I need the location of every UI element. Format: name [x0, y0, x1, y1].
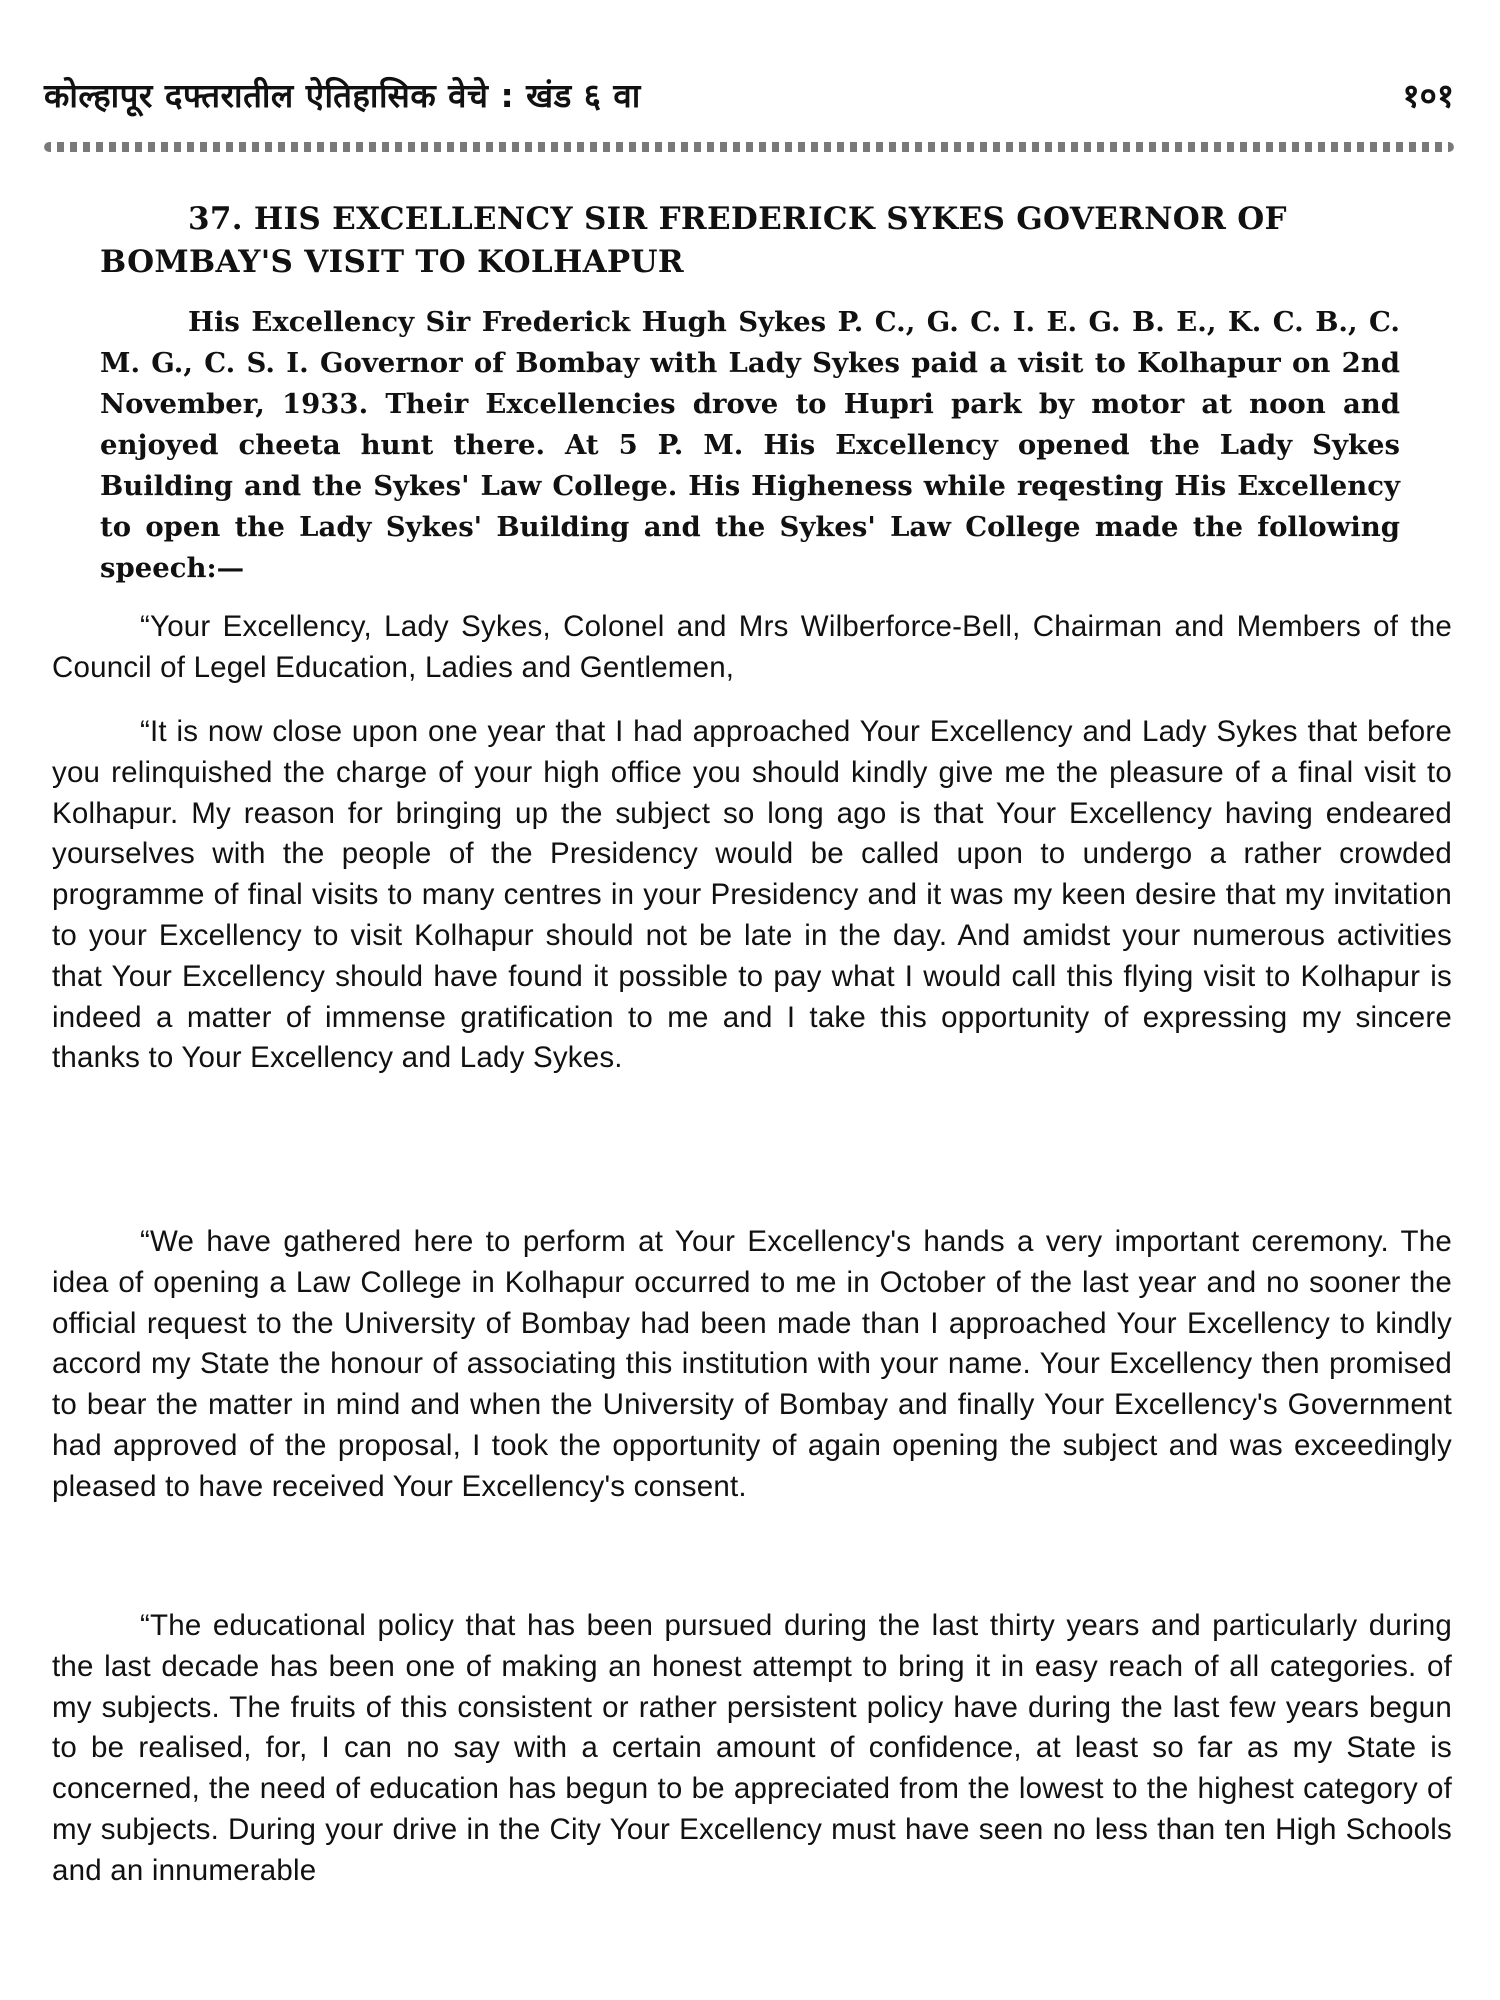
speech-paragraph: “The educational policy that has been pursued during the last thirty years and particularly during the last decade has been one of making an honest attempt to bring it in easy reach of all categories. of my subjects. The fruits of this consistent or rather persistent policy have during the last few years begun to be realised, for, I can no say with a certain amount of confidence, at least so far as my State is concerned, the need of education has begun to be appreciated from the lowest to the highest category of my subjects. During your drive in the City Your Excellency must have seen no less than ten High Schools and an innumerable — [52, 1609, 1452, 1887]
page-number: १०१ — [1402, 76, 1454, 115]
speech-paragraph: “Your Excellency, Lady Sykes, Colonel and Mrs Wilberforce-Bell, Chairman and Members of the Council of Legel Education, Ladies and Gentlemen, — [52, 610, 1452, 684]
header-divider — [44, 142, 1454, 152]
speech-paragraph: “It is now close upon one year that I had approached Your Excellency and Lady Sykes that before you relinquished the charge of your high office you should kindly give me the pleasure of a final visit to Kolhapur. My reason for bringing up the subject so long ago is that Your Excellency having endeared yourselves with the people of the Presidency would be called upon to undergo a rather crowded programme of final visits to many centres in your Presidency and it was my keen desire that my invitation to your Excellency to visit Kolhapur should not be late in the day. And amidst your numerous activities that Your Excellency should have found it possible to pay what I would call this flying visit to Kolhapur is indeed a matter of immense gratification to me and I take this opportunity of expressing my sincere thanks to Your Excellency and Lady Sykes. — [52, 715, 1452, 1075]
section-heading: 37. HIS EXCELLENCY SIR FREDERICK SYKES GOVERNOR OF BOMBAY'S VISIT TO KOLHAPUR — [100, 201, 1287, 280]
intro-paragraph: His Excellency Sir Frederick Hugh Sykes P. C., G. C. I. E. G. B. E., K. C. B., C. M. G., C. S. I. Governor of Bombay with Lady Sykes paid a visit to Kolhapur on 2nd November, 1933. Their Excellencies drove to Hupri park by motor at noon and enjoyed cheeta hunt there. At 5 P. M. His Excellency opened the Lady Sykes Building and the Sykes' Law College. His Higheness while reqesting His Excellency to open the Lady Sykes' Building and the Sykes' Law College made the following speech:— — [100, 306, 1400, 584]
speech-paragraph: “We have gathered here to perform at Your Excellency's hands a very important ceremony. The idea of opening a Law College in Kolhapur occurred to me in October of the last year and no sooner the official request to the University of Bombay had been made than I approached Your Excellency to kindly accord my State the honour of associating this institution with your name. Your Excellency then promised to bear the matter in mind and when the University of Bombay and finally Your Excellency's Government had approved of the proposal, I took the opportunity of again opening the subject and was exceedingly pleased to have received Your Excellency's consent. — [52, 1225, 1452, 1503]
book-title: कोल्हापूर दफ्तरातील ऐतिहासिक वेचे : खंड ६ वा — [44, 76, 641, 115]
running-head — [44, 72, 1454, 128]
